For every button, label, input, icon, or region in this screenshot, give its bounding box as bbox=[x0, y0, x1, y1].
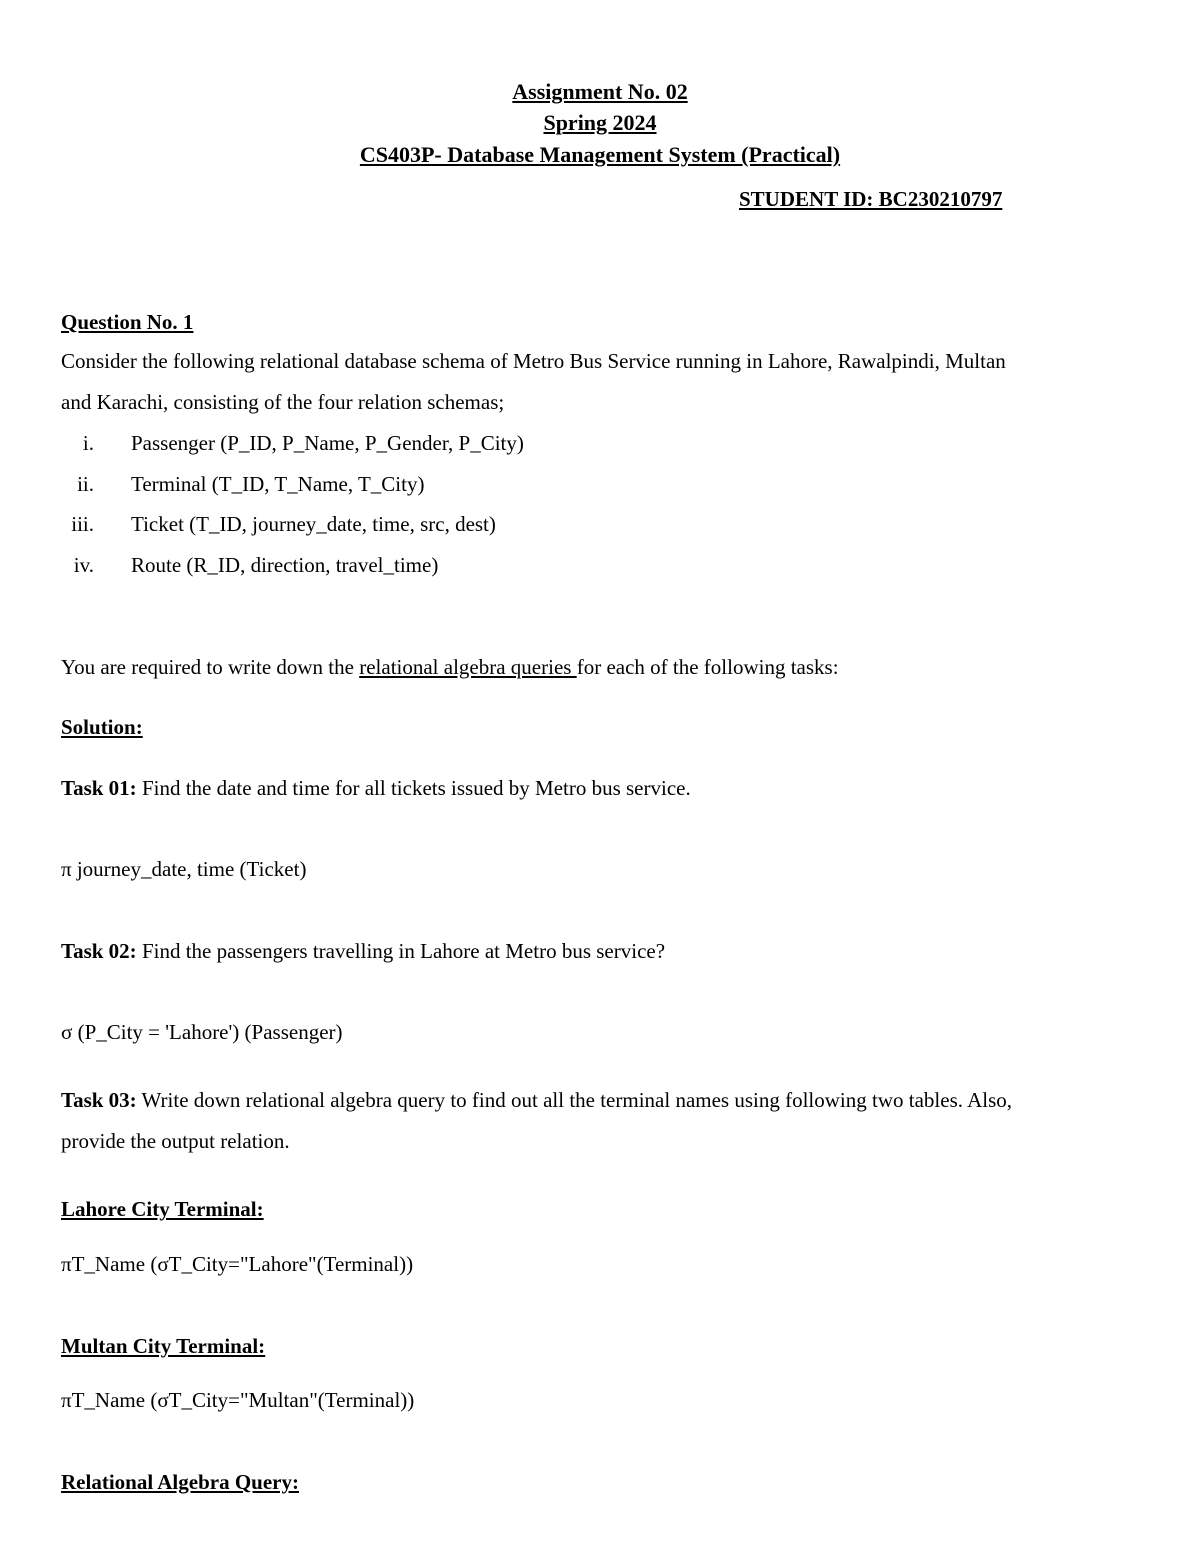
task3-label: Task 03: bbox=[61, 1088, 137, 1112]
required-prefix: You are required to write down the bbox=[61, 655, 360, 679]
schema-text: Ticket (T_ID, journey_date, time, src, dest) bbox=[131, 512, 496, 536]
required-suffix: for each of the following tasks: bbox=[576, 655, 839, 679]
task3-text-line1: Write down relational algebra query to find out all the terminal names using following two tables. Also, bbox=[136, 1088, 1013, 1112]
task1-query: π journey_date, time (Ticket) bbox=[61, 857, 307, 881]
schema-number: i. bbox=[82, 431, 94, 455]
relational-algebra-heading: Relational Algebra Query: bbox=[61, 1470, 299, 1494]
task3-statement bbox=[61, 1087, 1012, 1113]
task2-label: Task 02: bbox=[61, 939, 137, 963]
task2-text: Find the passengers travelling in Lahore at Metro bus service? bbox=[136, 939, 666, 963]
question-intro-line2: and Karachi, consisting of the four relation schemas; bbox=[61, 390, 505, 414]
student-id: STUDENT ID: BC230210797 bbox=[739, 187, 1003, 211]
question-heading: Question No. 1 bbox=[61, 310, 194, 334]
schema-number: iv. bbox=[73, 553, 94, 577]
task3-text-line2: provide the output relation. bbox=[61, 1129, 290, 1153]
schema-number: iii. bbox=[71, 512, 94, 536]
task1-label: Task 01: bbox=[61, 776, 137, 800]
multan-query: πT_Name (σT_City="Multan"(Terminal)) bbox=[61, 1388, 415, 1412]
lahore-query: πT_Name (σT_City="Lahore"(Terminal)) bbox=[61, 1252, 414, 1276]
required-sentence bbox=[61, 654, 839, 680]
assignment-title: Assignment No. 02 bbox=[512, 79, 688, 104]
lahore-heading: Lahore City Terminal: bbox=[61, 1197, 264, 1221]
question-intro-line1: Consider the following relational database schema of Metro Bus Service running in Lahore, Rawalpindi, Multan bbox=[61, 349, 1006, 373]
course-title: CS403P- Database Management System (Practical) bbox=[359, 142, 841, 167]
required-underlined: relational algebra queries bbox=[359, 655, 577, 679]
task1-statement bbox=[61, 775, 691, 801]
schema-text: Route (R_ID, direction, travel_time) bbox=[131, 553, 439, 577]
schema-text: Passenger (P_ID, P_Name, P_Gender, P_City) bbox=[131, 431, 524, 455]
schema-text: Terminal (T_ID, T_Name, T_City) bbox=[131, 472, 425, 496]
task1-text: Find the date and time for all tickets issued by Metro bus service. bbox=[136, 776, 691, 800]
schema-number: ii. bbox=[77, 472, 94, 496]
multan-heading: Multan City Terminal: bbox=[61, 1334, 266, 1358]
task2-statement bbox=[61, 938, 665, 964]
task2-query: σ (P_City = 'Lahore') (Passenger) bbox=[61, 1020, 343, 1044]
solution-heading: Solution: bbox=[61, 715, 143, 739]
term-title: Spring 2024 bbox=[543, 110, 657, 135]
